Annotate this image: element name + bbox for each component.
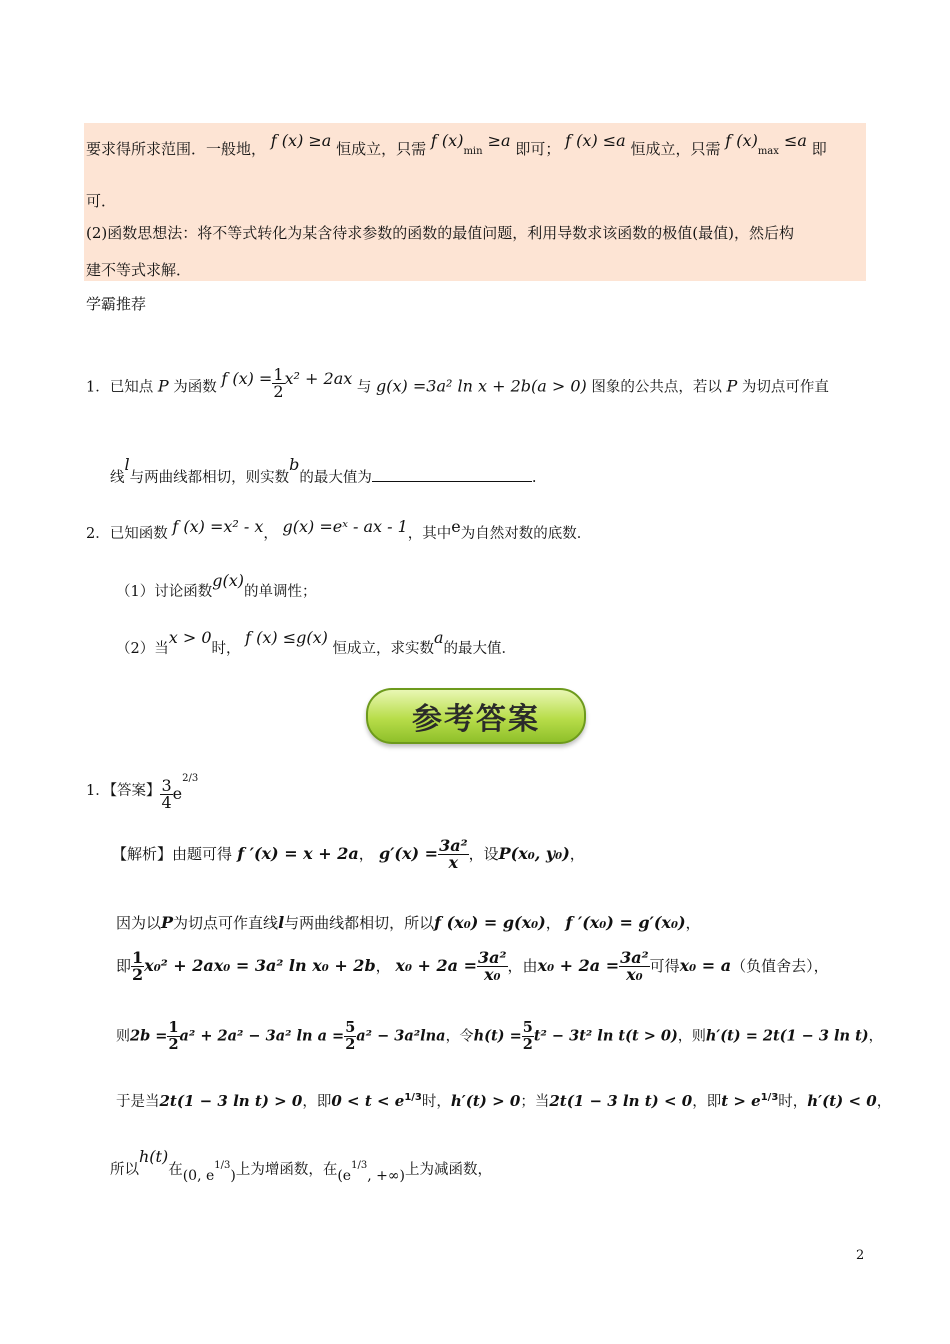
math: P(x₀, y₀) [498, 844, 570, 863]
math: t > e [721, 1092, 761, 1110]
answer-button[interactable] [366, 688, 586, 744]
question-2-line-1 [86, 517, 592, 543]
box-line-2: 可． [86, 192, 117, 210]
math: g(x) =3a² ln x + 2b(a > 0) [376, 376, 587, 396]
fraction [167, 1020, 179, 1053]
fraction [438, 838, 469, 871]
numerator: 1 [132, 948, 144, 967]
exponent: 1/3 [214, 1160, 231, 1172]
fraction [272, 367, 284, 400]
denominator: 4 [161, 793, 172, 812]
fraction [131, 950, 144, 983]
text: ， [375, 957, 391, 975]
text: 上为增函数，在 [235, 1162, 338, 1178]
math: g′(x) = [379, 844, 439, 863]
text: ，则 [677, 1028, 706, 1045]
fraction [619, 950, 650, 983]
text: ， [263, 526, 278, 542]
exponent: 1/3 [404, 1092, 422, 1104]
math-a: a [434, 628, 444, 647]
math: g(x) [212, 571, 244, 590]
math: t² − 3t² ln t(t > 0) [533, 1027, 678, 1045]
text: ，即 [302, 1094, 332, 1110]
text: 上为减函数， [404, 1162, 492, 1178]
answer-1-line [86, 772, 199, 812]
fraction [477, 950, 508, 983]
box-line-4: 建不等式求解． [86, 261, 192, 279]
text: 为切点可作直线 [173, 914, 279, 932]
exponent: 2/3 [182, 772, 199, 784]
denominator: 2 [522, 1036, 533, 1053]
text: 为函数 [173, 379, 217, 396]
analysis-line-4 [116, 1020, 883, 1053]
question-1-line-1 [86, 365, 829, 404]
text: ，其中 [407, 526, 452, 542]
box-line-3: (2)函数思想法：将不等式转化为某含待求参数的函数的最值问题，利用导数求该函数的极值(最值)，然后构 [86, 224, 794, 242]
math: f ′(x₀) = g′(x₀) [565, 913, 686, 932]
denominator: x₀ [483, 965, 501, 984]
text: ， [685, 914, 701, 932]
math-p: P [161, 913, 174, 932]
math: a² − 3a²lna [356, 1027, 446, 1045]
numerator: 5 [522, 1019, 533, 1036]
text: 恒成立，只需 [336, 140, 427, 158]
fraction [344, 1020, 356, 1053]
math-e: e [451, 517, 461, 536]
text: 因为以 [116, 914, 162, 932]
text: 1．已知点 [86, 379, 154, 396]
text: 即 [811, 140, 827, 158]
text: ， [868, 1028, 883, 1045]
subscript-max: max [757, 146, 779, 157]
answer-blank [372, 467, 532, 482]
text: ， [545, 914, 561, 932]
text: 的单调性； [243, 584, 317, 600]
text: 由题可得 [172, 845, 233, 863]
math: h′(t) = 2t(1 − 3 ln t) [705, 1027, 869, 1045]
text: ， [876, 1094, 892, 1110]
text: ， [569, 845, 585, 863]
fraction [522, 1020, 534, 1053]
text: 要求得所求范围．一般地， [86, 140, 267, 158]
denominator: x₀ [626, 965, 643, 984]
math-l: l [124, 455, 130, 474]
text: ，由 [507, 957, 538, 975]
denominator: 2 [132, 965, 144, 984]
numerator: 3a² [478, 948, 507, 967]
math: (e [337, 1168, 352, 1184]
text: 时， [778, 1094, 808, 1110]
math: g(x) =eˣ - ax - 1 [282, 517, 408, 536]
numerator: 3a² [439, 836, 468, 855]
text: ，令 [445, 1028, 474, 1045]
text: 为自然对数的底数． [460, 526, 592, 542]
math: f (x) [725, 131, 758, 150]
text: 1．【答案】 [86, 782, 161, 799]
text: 所以 [110, 1162, 139, 1178]
text: 时， [421, 1094, 451, 1110]
text: 的最大值． [443, 641, 517, 657]
text: ，设 [468, 845, 499, 863]
text: 与两曲线都相切，则实数 [129, 470, 290, 486]
text: 可得 [649, 957, 680, 975]
analysis-line-2 [116, 912, 701, 933]
text: （1）讨论函数 [116, 584, 213, 600]
exponent: 1/3 [760, 1092, 779, 1104]
question-2-part-1 [116, 571, 317, 601]
math: f ′(x) = x + 2a [237, 844, 359, 863]
math: x₀² + 2ax₀ = 3a² ln x₀ + 2b [144, 956, 376, 975]
question-2-part-2 [116, 628, 517, 658]
answer-button-label: 参考答案 [412, 702, 540, 737]
analysis-line-1 [112, 838, 585, 871]
section-heading: 学霸推荐 [86, 295, 147, 313]
text: . [531, 470, 537, 486]
math: ≤a [778, 131, 807, 150]
math: f (x) ≤g(x) [245, 628, 328, 647]
analysis-line-3 [116, 950, 829, 983]
text: 恒成立，求实数 [332, 641, 434, 657]
numerator: 1 [168, 1019, 179, 1036]
text: 在 [168, 1162, 183, 1178]
question-1-line-2 [110, 455, 537, 487]
math: f (x) ≤a [565, 131, 626, 150]
fraction [160, 778, 172, 811]
math: (0, e [182, 1168, 215, 1184]
text: 与 [356, 379, 372, 396]
math: x₀ + 2a = [395, 956, 477, 975]
denominator: 2 [345, 1036, 356, 1053]
math: f (x) ≥a [270, 131, 332, 150]
math: h(t) = [473, 1027, 522, 1045]
text: 于是当 [116, 1094, 160, 1110]
text: （2）当 [116, 641, 169, 657]
math: x₀ = a [679, 956, 732, 975]
numerator: 1 [273, 365, 284, 384]
text: 的最大值为 [299, 470, 372, 486]
math: 2t(1 − 3 ln t) > 0 [159, 1092, 303, 1110]
text: 即可； [515, 140, 561, 158]
math: ≥a [482, 131, 511, 150]
text: 为切点可作直 [741, 379, 829, 396]
math: ) [230, 1168, 236, 1184]
text: 图象的公共点，若以 [591, 379, 722, 396]
math-l: l [278, 913, 285, 932]
text: 线 [110, 470, 125, 486]
analysis-label: 【解析】 [112, 845, 173, 863]
math: f (x) = [221, 368, 273, 388]
math: a² + 2a² − 3a² ln a = [179, 1027, 345, 1045]
text: 与两曲线都相切，所以 [284, 914, 435, 932]
exponent: 1/3 [351, 1160, 368, 1172]
text: 恒成立，只需 [630, 140, 721, 158]
subscript-min: min [463, 146, 483, 157]
text: ；当 [520, 1094, 550, 1110]
math-b: b [289, 455, 300, 474]
numerator: 3 [161, 776, 172, 795]
math-p: P [157, 376, 169, 396]
numerator: 5 [345, 1019, 356, 1036]
denominator: 2 [273, 382, 284, 401]
analysis-line-6 [110, 1147, 492, 1184]
text: 即 [116, 957, 132, 975]
text: ，即 [692, 1094, 722, 1110]
math: 2b = [130, 1027, 168, 1045]
math: x₀ + 2a = [537, 956, 620, 975]
math: h′(t) < 0 [807, 1092, 877, 1110]
math: f (x) =x² - x [172, 517, 264, 536]
math-p: P [726, 376, 738, 396]
denominator: 2 [168, 1036, 179, 1053]
math: 0 < t < e [331, 1092, 405, 1110]
math: h′(t) > 0 [450, 1092, 521, 1110]
text: 2．已知函数 [86, 526, 168, 542]
math-e: e [172, 783, 183, 803]
page-number: 2 [856, 1248, 865, 1263]
math: x > 0 [168, 628, 212, 647]
text: 时， [211, 641, 241, 657]
analysis-line-5 [116, 1090, 891, 1111]
math: f (x₀) = g(x₀) [434, 913, 546, 932]
math: x² + 2ax [284, 368, 353, 388]
box-line-1 [86, 131, 827, 161]
denominator: x [448, 853, 459, 872]
numerator: 3a² [620, 948, 649, 967]
math: f (x) [430, 131, 464, 150]
text: 则 [116, 1028, 130, 1045]
math: 2t(1 − 3 ln t) < 0 [549, 1092, 693, 1110]
text: ， [358, 845, 374, 863]
text: （负值舍去）， [731, 957, 829, 975]
math: , +∞) [367, 1168, 405, 1184]
math: h(t) [139, 1147, 169, 1166]
